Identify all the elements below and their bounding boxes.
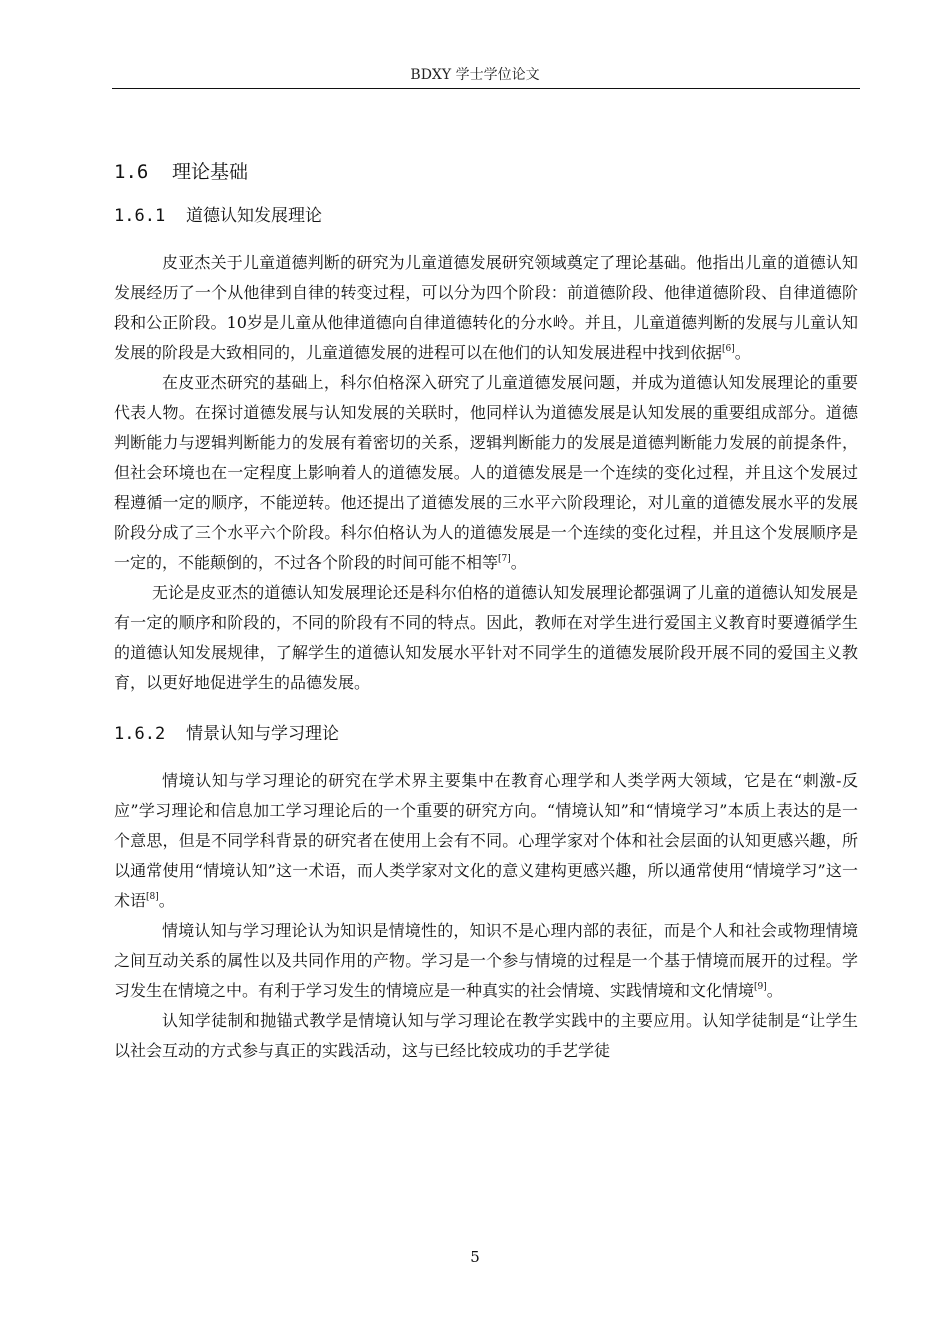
running-header: BDXY 学士学位论文 [410,67,540,83]
citation-6: [6] [722,344,735,354]
subsection-number-1: 1.6.1 [114,206,166,226]
citation-8: [8] [146,892,159,902]
subsection-title-2: 情景认知与学习理论 [186,724,339,744]
section-number: 1.6 [114,161,149,183]
citation-7: [7] [498,554,511,564]
page-number: 5 [470,1248,480,1266]
section-title: 理论基础 [172,161,249,183]
page-body [114,150,858,1066]
paragraph-situated-knowledge: 情境认知与学习理论认为知识是情境性的，知识不是心理内部的表征，而是个人和社会或物理情境之间互动关系的属性以及共同作用的产物。学习是一个参与情境的过程是一个基于情境而展开的过程。学习发生在情境之中。有利于学习发生的情境应是一种真实的社会情境、实践情境和文化情境[9]。 [114,921,858,1000]
subsection-heading-1 [114,194,858,238]
paragraph-situated-intro: 情境认知与学习理论的研究在学术界主要集中在教育心理学和人类学两大领域，它是在“刺激-反应”学习理论和信息加工学习理论后的一个重要的研究方向。“情境认知”和“情境学习”本质上表达的是一个意思，但是不同学科背景的研究者在使用上会有不同。心理学家对个体和社会层面的认知更感兴趣，所以通常使用“情境认知”这一术语，而人类学家对文化的意义建构更感兴趣，所以通常使用“情境学习”这一术语[8]。 [114,771,858,910]
subsection-heading-2 [114,712,858,756]
header-rule [112,88,860,89]
paragraph-kohlberg: 在皮亚杰研究的基础上，科尔伯格深入研究了儿童道德发展问题，并成为道德认知发展理论的重要代表人物。在探讨道德发展与认知发展的关联时，他同样认为道德发展是认知发展的重要组成部分。道德判断能力与逻辑判断能力的发展有着密切的关系，逻辑判断能力的发展是道德判断能力发展的前提条件，但社会环境也在一定程度上影响着人的道德发展。人的道德发展是一个连续的变化过程，并且这个发展过程遵循一定的顺序，不能逆转。他还提出了道德发展的三水平六阶段理论，对儿童的道德发展水平的发展阶段分成了三个水平六个阶段。科尔伯格认为人的道德发展是一个连续的变化过程，并且这个发展顺序是一定的，不能颠倒的，不过各个阶段的时间可能不相等[7]。 [114,373,858,572]
paragraph-piaget: 皮亚杰关于儿童道德判断的研究为儿童道德发展研究领域奠定了理论基础。他指出儿童的道德认知发展经历了一个从他律到自律的转变过程，可以分为四个阶段：前道德阶段、他律道德阶段、自律道德阶段和公正阶段。10岁是儿童从他律道德向自律道德转化的分水岭。并且，儿童道德判断的发展与儿童认知发展的阶段是大致相同的，儿童道德发展的进程可以在他们的认知发展进程中找到依据[6]。 [114,253,858,362]
subsection-number-2: 1.6.2 [114,724,166,744]
paragraph-apprenticeship: 认知学徒制和抛锚式教学是情境认知与学习理论在教学实践中的主要应用。认知学徒制是“让学生以社会互动的方式参与真正的实践活动，这与已经比较成功的手艺学徒 [114,1011,858,1060]
citation-9: [9] [754,982,767,992]
section-heading [114,150,858,194]
subsection-title-1: 道德认知发展理论 [186,206,322,226]
paragraph-summary: 无论是皮亚杰的道德认知发展理论还是科尔伯格的道德认知发展理论都强调了儿童的道德认知发展是有一定的顺序和阶段的，不同的阶段有不同的特点。因此，教师在对学生进行爱国主义教育时要遵循学生的道德认知发展规律，了解学生的道德认知发展水平针对不同学生的道德发展阶段开展不同的爱国主义教育，以更好地促进学生的品德发展。 [114,583,858,692]
